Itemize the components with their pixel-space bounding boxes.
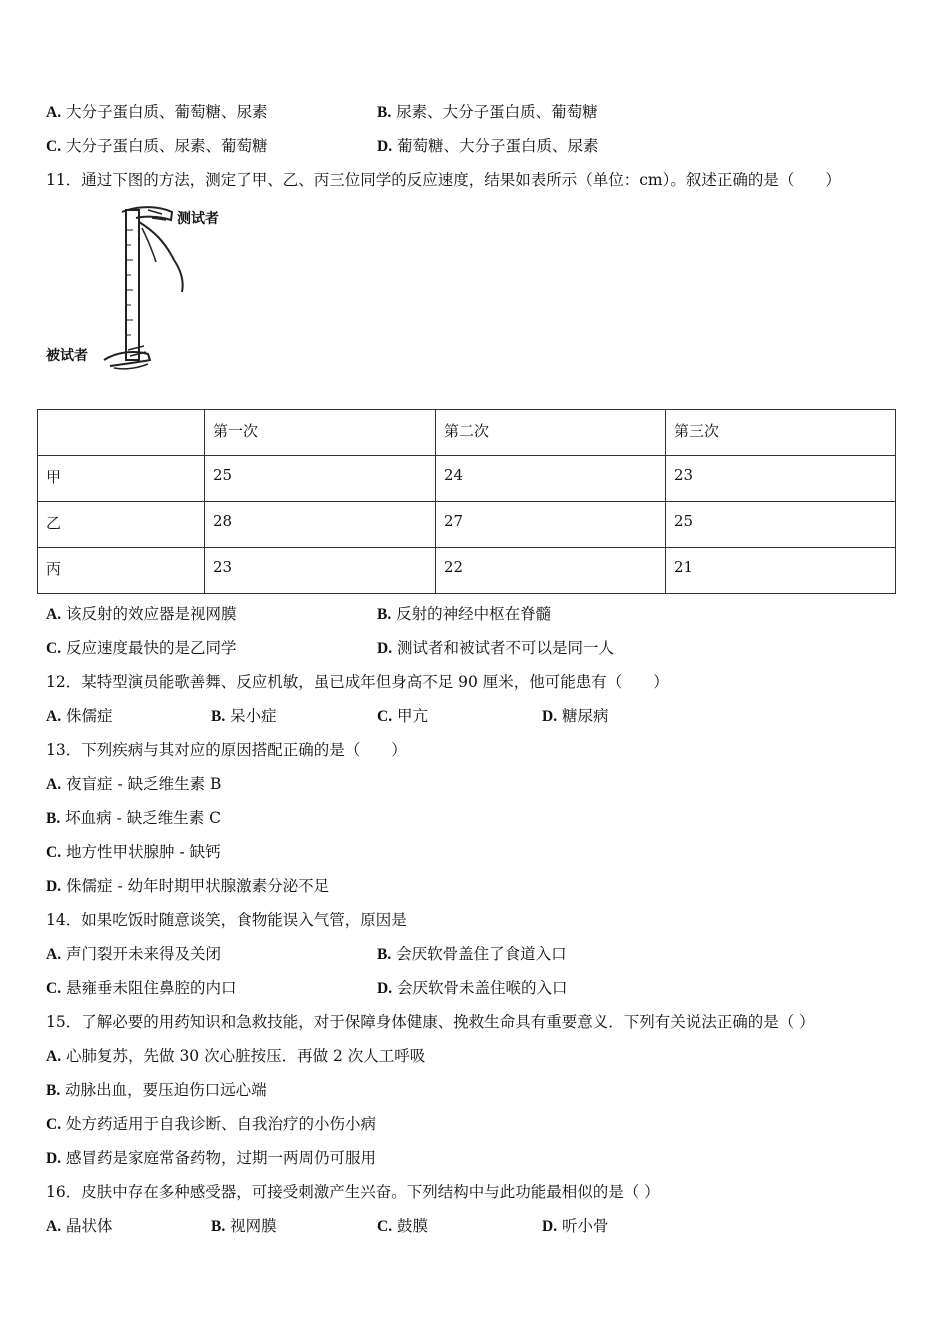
q10-option-c: C. 大分子蛋白质、尿素、葡萄糖 bbox=[46, 137, 268, 155]
reaction-test-figure bbox=[44, 200, 234, 379]
table-row bbox=[38, 548, 896, 594]
q16-option-b: B. 视网膜 bbox=[211, 1217, 277, 1235]
q15-stem: 15．了解必要的用药知识和急救技能，对于保障身体健康、挽救生命具有重要意义．下列有关说法正确的是（ ） bbox=[46, 1013, 815, 1031]
q11-option-b: B. 反射的神经中枢在脊髓 bbox=[377, 605, 552, 623]
q13-option-b: B. 坏血病 - 缺乏维生素 C bbox=[46, 809, 222, 827]
q12-option-d: D. 糖尿病 bbox=[542, 707, 609, 725]
q12-option-b: B. 呆小症 bbox=[211, 707, 277, 725]
q15-option-b: B. 动脉出血，要压迫伤口远心端 bbox=[46, 1081, 267, 1099]
q12-option-a: A. 侏儒症 bbox=[46, 707, 113, 725]
q11-option-c: C. 反应速度最快的是乙同学 bbox=[46, 639, 237, 657]
table-cell: 28 bbox=[205, 502, 436, 548]
q13-option-d: D. 侏儒症 - 幼年时期甲状腺激素分泌不足 bbox=[46, 877, 330, 895]
table-cell: 甲 bbox=[38, 456, 205, 502]
q13-option-c: C. 地方性甲状腺肿 - 缺钙 bbox=[46, 843, 221, 861]
q14-option-a: A. 声门裂开未来得及关闭 bbox=[46, 945, 222, 963]
subject-label: 被试者 bbox=[46, 348, 88, 364]
q16-option-c: C. 鼓膜 bbox=[377, 1217, 429, 1235]
q11-option-a: A. 该反射的效应器是视网膜 bbox=[46, 605, 237, 623]
q10-option-d: D. 葡萄糖、大分子蛋白质、尿素 bbox=[377, 137, 599, 155]
q14-stem: 14．如果吃饭时随意谈笑，食物能误入气管，原因是 bbox=[46, 911, 407, 929]
q15-option-a: A. 心肺复苏，先做 30 次心脏按压．再做 2 次人工呼吸 bbox=[46, 1047, 426, 1065]
table-cell: 丙 bbox=[38, 548, 205, 594]
q14-option-c: C. 悬雍垂未阻住鼻腔的内口 bbox=[46, 979, 237, 997]
q14-option-b: B. 会厌软骨盖住了食道入口 bbox=[377, 945, 567, 963]
table-cell: 25 bbox=[666, 502, 896, 548]
q12-stem: 12．某特型演员能歌善舞、反应机敏，虽已成年但身高不足 90 厘米，他可能患有（ ） bbox=[46, 673, 669, 691]
table-cell: 21 bbox=[666, 548, 896, 594]
q10-option-a: A. 大分子蛋白质、葡萄糖、尿素 bbox=[46, 103, 268, 121]
table-cell: 23 bbox=[205, 548, 436, 594]
q15-option-d: D. 感冒药是家庭常备药物，过期一两周仍可服用 bbox=[46, 1149, 377, 1167]
q11-stem: 11．通过下图的方法，测定了甲、乙、丙三位同学的反应速度，结果如表所示（单位：cm）。叙述正确的是（ ） bbox=[46, 171, 841, 189]
q11-option-d: D. 测试者和被试者不可以是同一人 bbox=[377, 639, 615, 657]
table-header-cell: 第二次 bbox=[436, 410, 666, 456]
table-header-cell: 第三次 bbox=[666, 410, 896, 456]
q15-option-c: C. 处方药适用于自我诊断、自我治疗的小伤小病 bbox=[46, 1115, 377, 1133]
table-cell: 23 bbox=[666, 456, 896, 502]
q13-option-a: A. 夜盲症 - 缺乏维生素 B bbox=[46, 775, 222, 793]
table-header-row bbox=[38, 410, 896, 456]
table-cell: 乙 bbox=[38, 502, 205, 548]
table-cell: 22 bbox=[436, 548, 666, 594]
q10-option-b: B. 尿素、大分子蛋白质、葡萄糖 bbox=[377, 103, 598, 121]
table-cell: 24 bbox=[436, 456, 666, 502]
q14-option-d: D. 会厌软骨未盖住喉的入口 bbox=[377, 979, 568, 997]
q16-stem: 16．皮肤中存在多种感受器，可接受刺激产生兴奋。下列结构中与此功能最相似的是（ ） bbox=[46, 1183, 660, 1201]
q16-option-a: A. 晶状体 bbox=[46, 1217, 113, 1235]
table-header-cell: 第一次 bbox=[205, 410, 436, 456]
reaction-results-table bbox=[37, 409, 896, 594]
q16-option-d: D. 听小骨 bbox=[542, 1217, 609, 1235]
table-row bbox=[38, 456, 896, 502]
table-cell: 25 bbox=[205, 456, 436, 502]
table-cell: 27 bbox=[436, 502, 666, 548]
tester-label: 测试者 bbox=[177, 211, 219, 227]
q13-stem: 13．下列疾病与其对应的原因搭配正确的是（ ） bbox=[46, 741, 407, 759]
table-header-cell bbox=[38, 410, 205, 456]
table-row bbox=[38, 502, 896, 548]
q12-option-c: C. 甲亢 bbox=[377, 707, 429, 725]
